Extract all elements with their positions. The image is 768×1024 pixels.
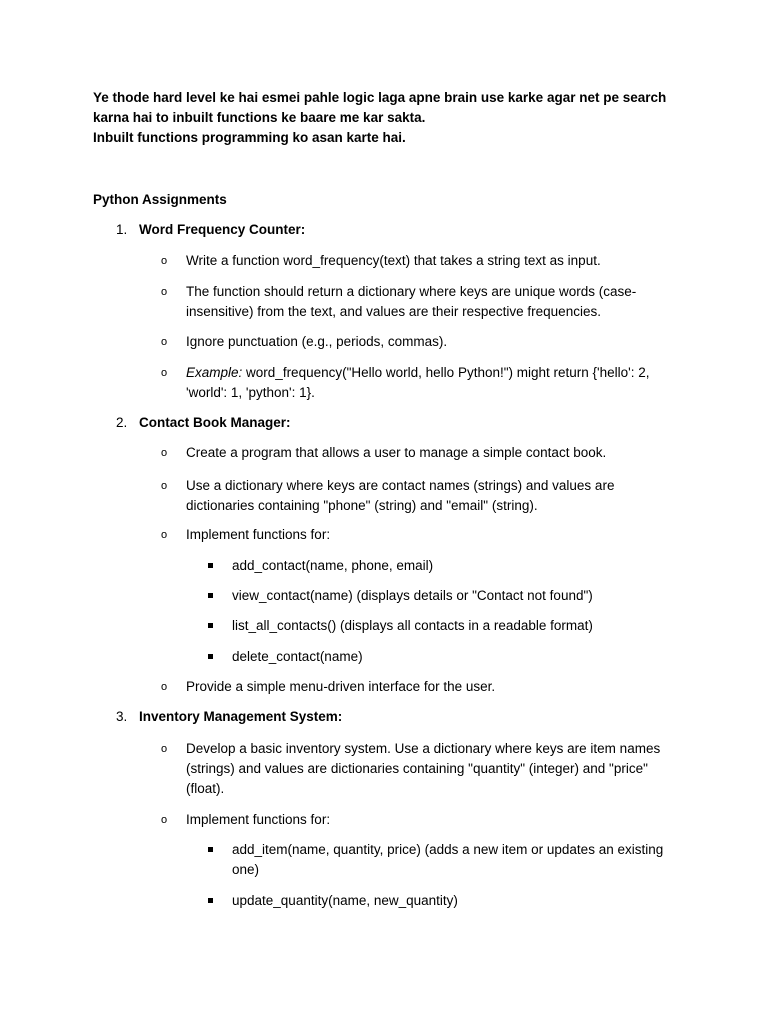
square-bullet-icon — [208, 563, 213, 568]
list-item-text: delete_contact(name) — [232, 649, 363, 664]
list-item-text: Write a function word_frequency(text) that takes a string text as input. — [186, 253, 601, 268]
intro-line-1: Ye thode hard level ke hai esmei pahle logic laga apne brain use karke agar net pe search karna hai to inbuilt functions ke baare me kar sakta. — [93, 90, 667, 125]
assignment-title: Contact Book Manager: — [139, 415, 291, 430]
list-item-text: list_all_contacts() (displays all contacts in a readable format) — [232, 618, 593, 633]
list-item-text: Implement functions for: — [186, 527, 331, 542]
assignment-number: 1. — [116, 222, 128, 237]
list-item-text: Use a dictionary where keys are contact names (strings) and values are dictionaries containing "phone" (string) and "email" (string). — [186, 478, 615, 513]
circle-bullet-icon: o — [161, 681, 168, 693]
list-item-text: The function should return a dictionary where keys are unique words (case-insensitive) from the text, and values are their respective frequencies. — [186, 284, 637, 319]
assignment-title: Word Frequency Counter: — [139, 222, 306, 237]
list-item-text: add_contact(name, phone, email) — [232, 558, 434, 573]
square-bullet-icon — [208, 593, 213, 598]
circle-bullet-icon: o — [161, 743, 168, 755]
circle-bullet-icon: o — [161, 529, 168, 541]
circle-bullet-icon: o — [161, 447, 168, 459]
example-label: Example: — [186, 365, 243, 380]
intro-paragraph — [93, 88, 693, 148]
circle-bullet-icon: o — [161, 336, 168, 348]
list-item-text: Create a program that allows a user to manage a simple contact book. — [186, 445, 607, 460]
circle-bullet-icon: o — [161, 367, 168, 379]
intro-line-2: Inbuilt functions programming ko asan karte hai. — [93, 130, 406, 145]
assignment-number: 2. — [116, 415, 128, 430]
example-text: word_frequency("Hello world, hello Python!") might return {'hello': 2, 'world': 1, 'python': 1}. — [186, 365, 650, 400]
square-bullet-icon — [208, 847, 213, 852]
list-item-text: Provide a simple menu-driven interface for the user. — [186, 679, 496, 694]
list-item-text: Ignore punctuation (e.g., periods, commas). — [186, 334, 448, 349]
list-item-text: add_item(name, quantity, price) (adds a new item or updates an existing one) — [232, 842, 664, 877]
circle-bullet-icon: o — [161, 814, 168, 826]
circle-bullet-icon: o — [161, 286, 168, 298]
square-bullet-icon — [208, 654, 213, 659]
list-item-text: Implement functions for: — [186, 812, 331, 827]
list-item-text — [186, 363, 681, 403]
square-bullet-icon — [208, 623, 213, 628]
square-bullet-icon — [208, 898, 213, 903]
assignment-number: 3. — [116, 709, 128, 724]
section-title: Python Assignments — [93, 192, 227, 207]
list-item-text: Develop a basic inventory system. Use a dictionary where keys are item names (strings) and values are dictionaries containing "quantity" (integer) and "price" (float). — [186, 741, 661, 796]
list-item-text: update_quantity(name, new_quantity) — [232, 893, 458, 908]
list-item-text: view_contact(name) (displays details or "Contact not found") — [232, 588, 593, 603]
circle-bullet-icon: o — [161, 255, 168, 267]
assignment-title: Inventory Management System: — [139, 709, 343, 724]
circle-bullet-icon: o — [161, 480, 168, 492]
